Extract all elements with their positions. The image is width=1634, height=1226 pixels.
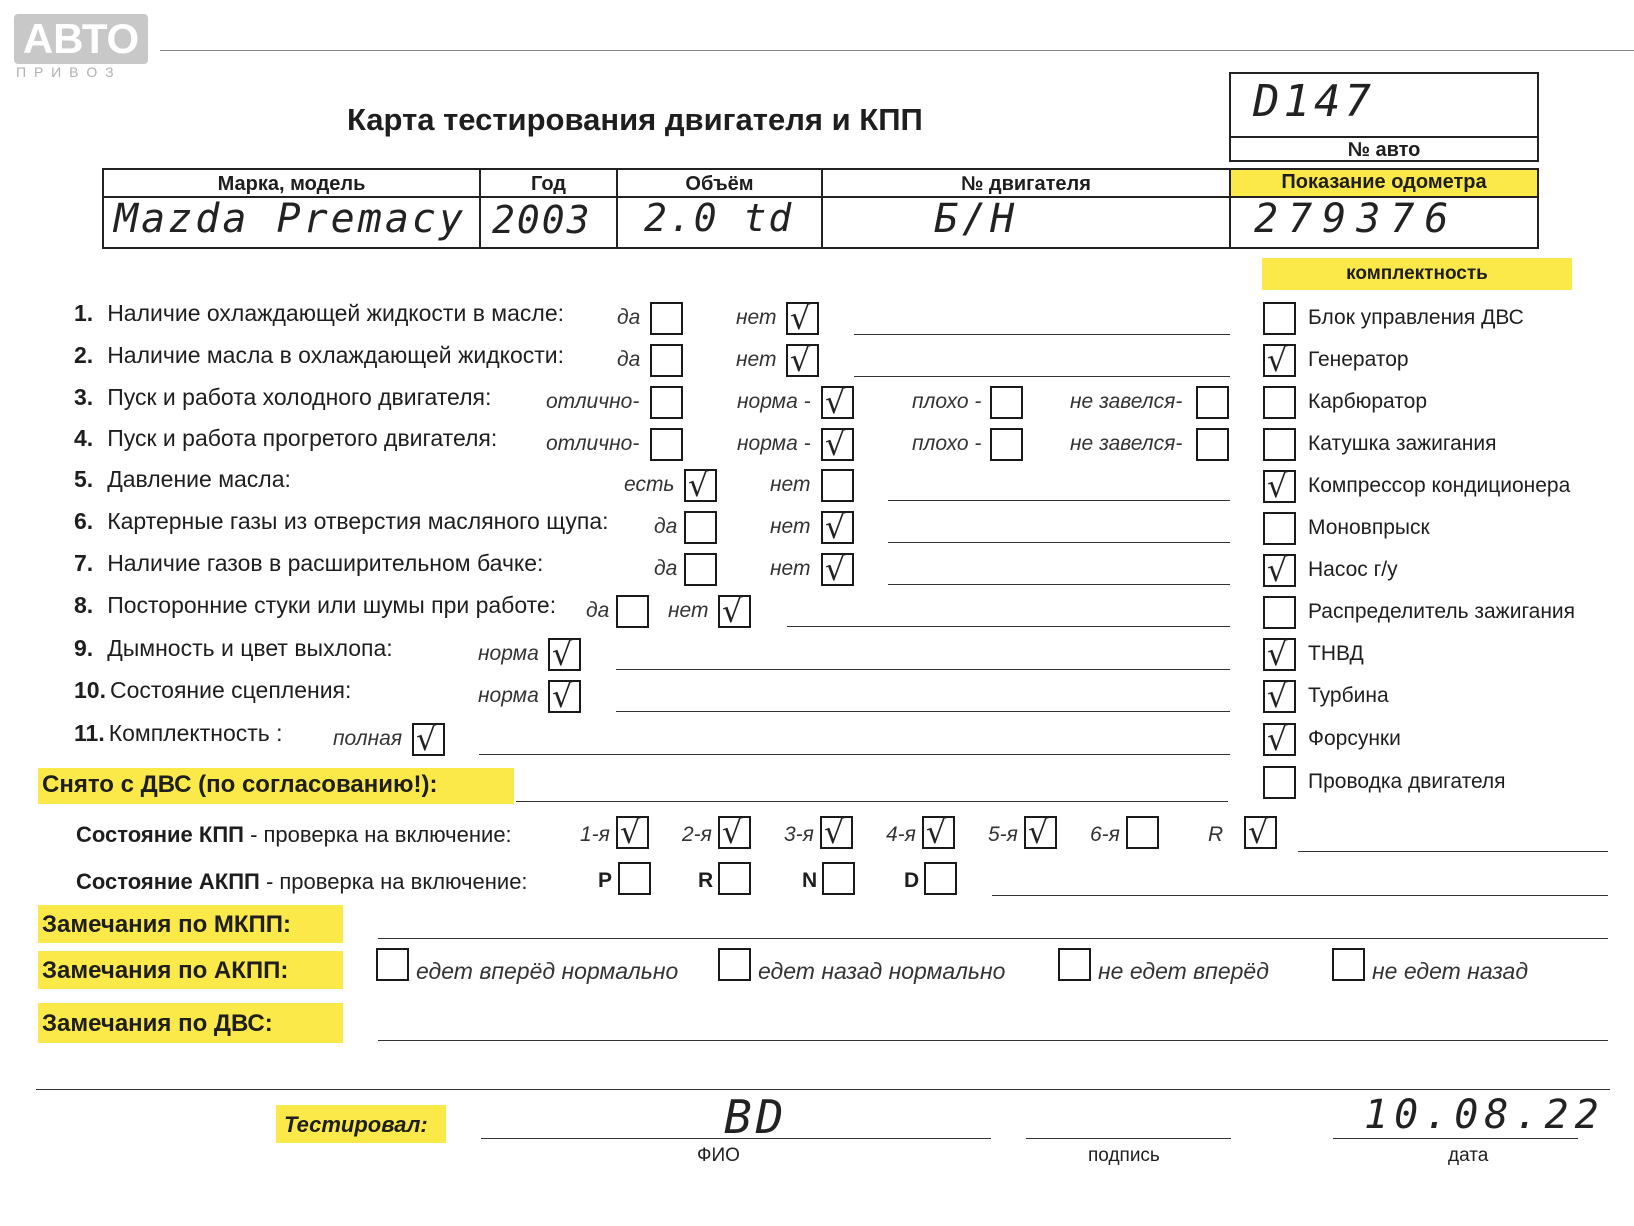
q10-line	[616, 711, 1230, 712]
completeness-checkbox-check: √	[1267, 551, 1288, 589]
q8-net-checkbox[interactable]	[718, 592, 751, 630]
q3-ne-zavelsya-checkbox[interactable]	[1196, 386, 1229, 419]
q5-est-checkbox[interactable]	[684, 466, 717, 504]
engine-no-label: № двигателя	[961, 173, 1091, 195]
question-text: Наличие масла в охлаждающей жидкости:	[107, 342, 565, 368]
opt-ploho: плохо -	[912, 432, 982, 455]
date-line	[1333, 1138, 1578, 1139]
kpp-label-rest: - проверка на включение:	[243, 822, 512, 847]
akpp-mode-checkbox[interactable]	[618, 862, 651, 895]
opt-net: нет	[770, 557, 811, 580]
col-divider-4	[1229, 170, 1231, 247]
q6-net-checkbox[interactable]	[821, 508, 854, 546]
opt-otlichno: отлично-	[546, 432, 640, 455]
mkpp-remarks-label: Замечания по МКПП:	[42, 911, 292, 938]
opt-net: нет	[668, 599, 709, 622]
q8-da-checkbox[interactable]	[616, 595, 649, 628]
signature-line	[1026, 1138, 1231, 1139]
kpp-gear-label: 6-я	[1090, 823, 1120, 846]
opt-norma: норма -	[737, 432, 811, 455]
question-row	[74, 342, 564, 369]
year-label: Год	[531, 173, 566, 195]
kpp-gear-checkbox[interactable]	[1126, 816, 1159, 849]
year-value: 2003	[492, 198, 592, 242]
completeness-item-label: Форсунки	[1308, 727, 1401, 750]
question-row	[74, 508, 609, 535]
q5-net-checkbox[interactable]	[821, 469, 854, 502]
odometer-value: 279376	[1254, 196, 1459, 242]
completeness-checkbox[interactable]	[1263, 766, 1296, 799]
completeness-checkbox[interactable]	[1263, 467, 1296, 505]
kpp-gear-checkbox[interactable]	[1244, 813, 1277, 851]
kpp-gear-checkbox[interactable]	[820, 813, 853, 851]
akpp-remark-checkbox[interactable]	[1332, 948, 1365, 981]
question-number: 10.	[74, 677, 106, 703]
q3-norma-checkbox[interactable]	[821, 383, 854, 421]
dvs-remarks-line	[378, 1040, 1608, 1041]
completeness-checkbox-check: √	[1267, 341, 1288, 379]
q6-net-checkbox-check: √	[825, 508, 846, 546]
car-number-value: D147	[1253, 76, 1375, 127]
car-number-box	[1229, 72, 1539, 162]
kpp-gear-checkbox-check: √	[824, 813, 845, 851]
question-number: 5.	[74, 466, 94, 492]
question-text: Пуск и работа прогретого двигателя:	[107, 425, 498, 451]
brand-label: Марка, модель	[217, 173, 366, 195]
akpp-mode-label: N	[802, 869, 818, 892]
question-text: Посторонние стуки или шумы при работе:	[107, 592, 557, 618]
completeness-item-label: Насос г/у	[1308, 558, 1398, 581]
top-divider	[160, 50, 1634, 51]
question-row	[74, 384, 491, 411]
q4-ploho-checkbox[interactable]	[990, 428, 1023, 461]
question-row	[74, 592, 556, 619]
removed-label: Снято с ДВС (по согласованию!):	[42, 771, 438, 798]
q2-net-checkbox-check: √	[790, 341, 811, 379]
question-number: 3.	[74, 384, 94, 410]
question-number: 11.	[74, 720, 105, 746]
q6-da-checkbox[interactable]	[684, 511, 717, 544]
question-text: Дымность и цвет выхлопа:	[107, 635, 393, 661]
kpp-gear-label: 5-я	[988, 823, 1018, 846]
kpp-label	[76, 822, 512, 848]
opt-da: да	[617, 348, 641, 371]
kpp-gear-checkbox[interactable]	[922, 813, 955, 851]
opt-da: да	[654, 557, 678, 580]
completeness-checkbox-check: √	[1267, 677, 1288, 715]
completeness-item-label: Генератор	[1308, 348, 1409, 371]
col-divider-2	[616, 170, 618, 247]
completeness-checkbox[interactable]	[1263, 677, 1296, 715]
completeness-checkbox-check: √	[1267, 635, 1288, 673]
completeness-item-label: Компрессор кондиционера	[1308, 474, 1571, 497]
kpp-gear-checkbox-check: √	[620, 813, 641, 851]
question-text: Давление масла:	[107, 466, 291, 492]
q10-norma-checkbox[interactable]	[548, 677, 581, 715]
car-number-label: № авто	[1347, 139, 1421, 161]
question-number: 2.	[74, 342, 94, 368]
question-text: Картерные газы из отверстия масляного щупа:	[107, 508, 609, 534]
completeness-checkbox[interactable]	[1263, 596, 1296, 629]
col-divider-1	[479, 170, 481, 247]
akpp-label-bold: Состояние АКПП	[76, 869, 260, 894]
akpp-remark-label: не едет назад	[1372, 958, 1529, 984]
akpp-mode-checkbox[interactable]	[718, 862, 751, 895]
q4-otlichno-checkbox[interactable]	[650, 428, 683, 461]
question-row	[74, 466, 291, 493]
q1-da-checkbox[interactable]	[650, 302, 683, 335]
brand-value: Mazda Premacy	[114, 196, 467, 242]
opt-net: нет	[736, 348, 777, 371]
q4-ne-zavelsya-checkbox[interactable]	[1196, 428, 1229, 461]
question-text: Комплектность :	[108, 720, 283, 746]
q7-line	[888, 584, 1230, 585]
q3-norma-checkbox-check: √	[825, 383, 846, 421]
question-number: 9.	[74, 635, 94, 661]
kpp-gear-label: 1-я	[580, 823, 610, 846]
logo-sub: П Р И В О З	[16, 64, 116, 80]
q6-line	[888, 542, 1230, 543]
q2-net-checkbox[interactable]	[786, 341, 819, 379]
q11-line	[479, 754, 1230, 755]
akpp-remark-checkbox[interactable]	[1058, 948, 1091, 981]
completeness-checkbox[interactable]	[1263, 551, 1296, 589]
completeness-checkbox-check: √	[1267, 720, 1288, 758]
akpp-mode-checkbox[interactable]	[822, 862, 855, 895]
kpp-gear-checkbox[interactable]	[1024, 813, 1057, 851]
kpp-gear-checkbox[interactable]	[718, 813, 751, 851]
akpp-mode-label: R	[698, 869, 714, 892]
q1-net-checkbox-check: √	[790, 299, 811, 337]
akpp-remarks-label: Замечания по АКПП:	[42, 957, 289, 984]
q3-ploho-checkbox[interactable]	[990, 386, 1023, 419]
question-text: Наличие охлаждающей жидкости в масле:	[107, 300, 565, 326]
col-divider-3	[821, 170, 823, 247]
completeness-checkbox[interactable]	[1263, 386, 1296, 419]
q11-polnaya-checkbox[interactable]	[412, 720, 445, 758]
akpp-mode-label: D	[904, 869, 920, 892]
opt-net: нет	[736, 306, 777, 329]
q2-line	[854, 376, 1230, 377]
completeness-item-label: ТНВД	[1308, 642, 1364, 665]
akpp-line	[992, 895, 1608, 896]
kpp-gear-checkbox[interactable]	[616, 813, 649, 851]
q7-net-checkbox-check: √	[825, 550, 846, 588]
akpp-remark-label: не едет вперёд	[1098, 958, 1269, 984]
tester-name: BD	[724, 1090, 788, 1144]
q3-otlichno-checkbox[interactable]	[650, 386, 683, 419]
date-label: дата	[1448, 1145, 1489, 1166]
completeness-checkbox[interactable]	[1263, 635, 1296, 673]
completeness-checkbox[interactable]	[1263, 341, 1296, 379]
opt-net: нет	[770, 473, 811, 496]
question-text: Наличие газов в расширительном бачке:	[107, 550, 544, 576]
completeness-item-label: Карбюратор	[1308, 390, 1428, 413]
completeness-checkbox[interactable]	[1263, 512, 1296, 545]
kpp-label-bold: Состояние КПП	[76, 822, 244, 847]
akpp-remark-label: едет вперёд нормально	[416, 958, 679, 984]
dvs-remarks-label: Замечания по ДВС:	[42, 1010, 273, 1037]
logo-brand: АВТО	[14, 14, 148, 64]
completeness-item-label: Моновпрыск	[1308, 516, 1430, 539]
question-number: 8.	[74, 592, 94, 618]
tested-by-label: Тестировал:	[284, 1112, 428, 1137]
akpp-label-rest: - проверка на включение:	[259, 869, 528, 894]
opt-norma: норма	[478, 684, 539, 707]
akpp-remark-checkbox[interactable]	[718, 948, 751, 981]
akpp-label	[76, 869, 528, 895]
fio-label: ФИО	[697, 1145, 740, 1166]
q9-norma-checkbox[interactable]	[548, 635, 581, 673]
question-row	[74, 720, 283, 747]
q1-line	[854, 334, 1230, 335]
page-title: Карта тестирования двигателя и КПП	[347, 102, 923, 137]
completeness-checkbox[interactable]	[1263, 428, 1296, 461]
q7-da-checkbox[interactable]	[684, 553, 717, 586]
volume-label: Объём	[685, 173, 754, 195]
q11-polnaya-checkbox-check: √	[416, 720, 437, 758]
kpp-gear-label: 4-я	[886, 823, 916, 846]
removed-line	[516, 801, 1228, 802]
kpp-gear-label: 3-я	[784, 823, 814, 846]
question-number: 1.	[74, 300, 94, 326]
question-row	[74, 425, 497, 452]
opt-net: нет	[770, 515, 811, 538]
question-number: 4.	[74, 425, 94, 451]
kpp-gear-checkbox-check: √	[926, 813, 947, 851]
opt-ploho: плохо -	[912, 390, 982, 413]
opt-da: да	[654, 515, 678, 538]
q4-norma-checkbox-check: √	[825, 425, 846, 463]
question-row	[74, 550, 543, 577]
question-row	[74, 677, 351, 704]
q5-est-checkbox-check: √	[688, 466, 709, 504]
question-row	[74, 635, 393, 662]
logo	[14, 14, 148, 82]
opt-norma: норма -	[737, 390, 811, 413]
completeness-title: комплектность	[1346, 263, 1488, 284]
q9-line	[616, 669, 1230, 670]
q8-net-checkbox-check: √	[722, 592, 743, 630]
question-number: 6.	[74, 508, 94, 534]
completeness-item-label: Турбина	[1308, 684, 1389, 707]
test-date: 10.08.22	[1364, 1092, 1605, 1138]
kpp-gear-label: R	[1208, 823, 1224, 846]
completeness-checkbox-check: √	[1267, 467, 1288, 505]
opt-da: да	[617, 306, 641, 329]
completeness-item-label: Блок управления ДВС	[1308, 306, 1524, 329]
kpp-gear-label: 2-я	[682, 823, 712, 846]
opt-polnaya: полная	[333, 727, 403, 750]
completeness-item-label: Катушка зажигания	[1308, 432, 1497, 455]
q4-norma-checkbox[interactable]	[821, 425, 854, 463]
q9-norma-checkbox-check: √	[552, 635, 573, 673]
q1-net-checkbox[interactable]	[786, 299, 819, 337]
engine-no-value: Б/Н	[934, 196, 1019, 242]
volume-value: 2.0 td	[644, 196, 794, 240]
footer-divider	[36, 1089, 1610, 1090]
mkpp-remarks-line	[378, 938, 1608, 939]
question-text: Пуск и работа холодного двигателя:	[107, 384, 492, 410]
header-table	[102, 168, 1539, 249]
completeness-item-label: Проводка двигателя	[1308, 770, 1506, 793]
question-row	[74, 300, 564, 327]
odometer-label: Показание одометра	[1231, 170, 1537, 196]
kpp-gear-checkbox-check: √	[1248, 813, 1269, 851]
signature-label: подпись	[1088, 1145, 1160, 1166]
q10-norma-checkbox-check: √	[552, 677, 573, 715]
kpp-gear-checkbox-check: √	[722, 813, 743, 851]
opt-norma: норма	[478, 642, 539, 665]
q7-net-checkbox[interactable]	[821, 550, 854, 588]
akpp-mode-checkbox[interactable]	[924, 862, 957, 895]
q5-line	[888, 500, 1230, 501]
q2-da-checkbox[interactable]	[650, 344, 683, 377]
akpp-mode-label: P	[598, 869, 613, 892]
kpp-line	[1298, 851, 1608, 852]
question-number: 7.	[74, 550, 94, 576]
completeness-item-label: Распределитель зажигания	[1308, 600, 1576, 623]
question-text: Состояние сцепления:	[109, 677, 352, 703]
completeness-checkbox[interactable]	[1263, 720, 1296, 758]
kpp-gear-checkbox-check: √	[1028, 813, 1049, 851]
akpp-remark-label: едет назад нормально	[758, 958, 1006, 984]
completeness-checkbox[interactable]	[1263, 302, 1296, 335]
opt-otlichno: отлично-	[546, 390, 640, 413]
opt-est: есть	[624, 473, 675, 496]
fio-line	[481, 1138, 991, 1139]
opt-ne-zavelsya: не завелся-	[1070, 432, 1183, 455]
opt-da: да	[586, 599, 610, 622]
opt-ne-zavelsya: не завелся-	[1070, 390, 1183, 413]
q8-line	[787, 626, 1230, 627]
akpp-remark-checkbox[interactable]	[376, 948, 409, 981]
